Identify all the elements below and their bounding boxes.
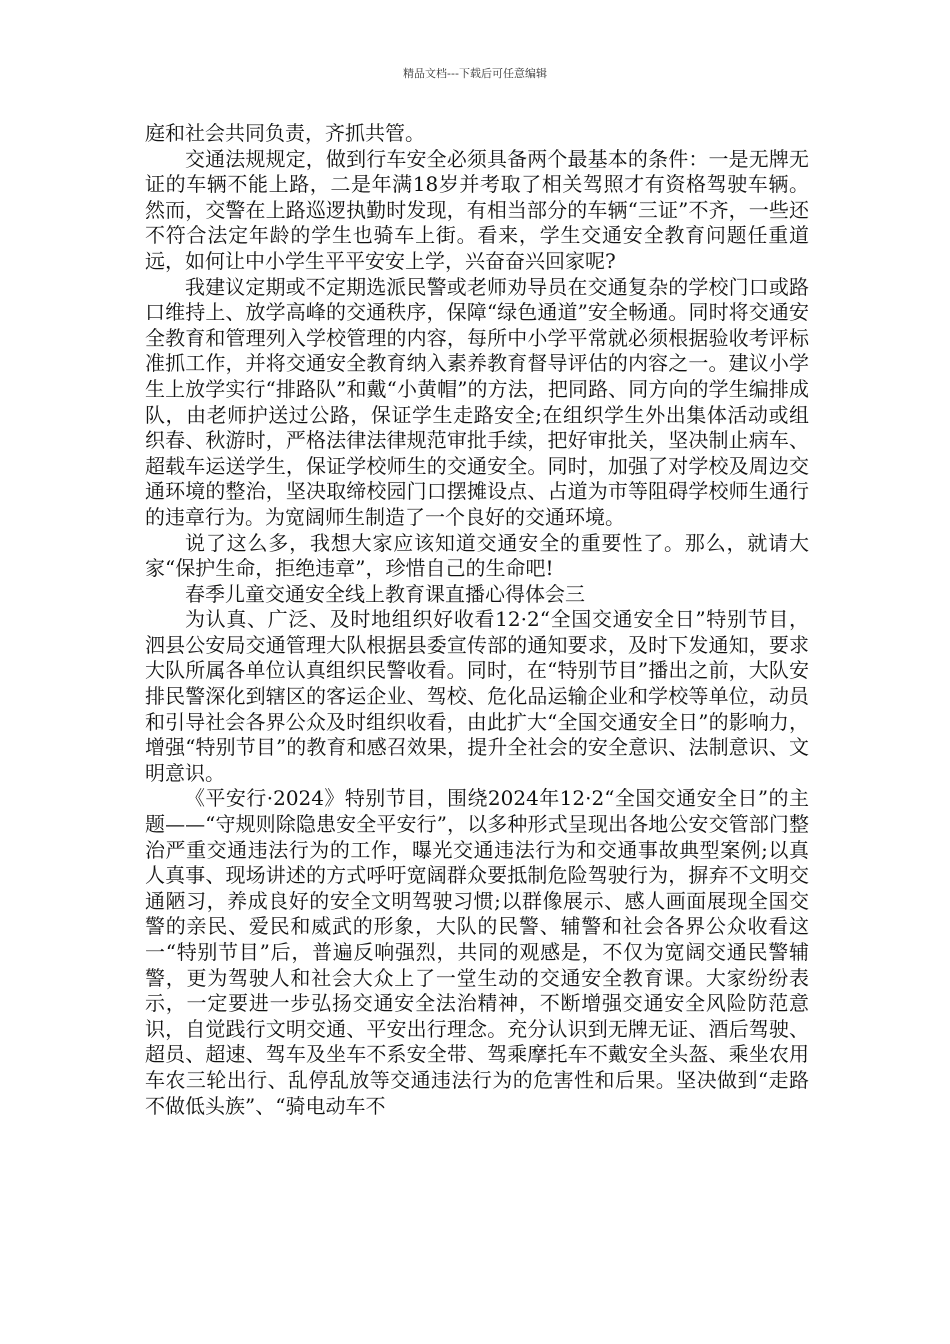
document-body	[145, 121, 809, 1119]
paragraph: 庭和社会共同负责，齐抓共管。	[145, 121, 425, 145]
paragraph: 交通法规规定，做到行车安全必须具备两个最基本的条件：一是无牌无证的车辆不能上路，二是年满18岁并考取了相关驾照才有资格驾驶车辆。然而，交警在上路巡逻执勤时发现，有相当部分的车辆“三证”不齐，一些还不符合法定年龄的学生也骑车上街。看来，学生交通安全教育问题任重道远，如何让中小学生平平安安上学，兴奋奋兴回家呢?	[145, 146, 809, 273]
paragraph: 《平安行·2024》特别节目，围绕2024年12·2“全国交通安全日”的主题——“守规则除隐患安全平安行”，以多种形式呈现出各地公安交管部门整治严重交通违法行为的工作，曝光交通违法行为和交通事故典型案例;以真人真事、现场讲述的方式呼吁宽阔群众要抵制危险驾驶行为，摒弃不文明交通陋习，养成良好的安全文明驾驶习惯;以群像展示、感人画面展现全国交警的亲民、爱民和威武的形象，大队的民警、辅警和社会各界公众收看这一“特别节目”后，普遍反响强烈，共同的观感是，不仅为宽阔交通民警辅警，更为驾驶人和社会大众上了一堂生动的交通安全教育课。大家纷纷表示，一定要进一步弘扬交通安全法治精神，不断增强交通安全风险防范意识，自觉践行文明交通、平安出行理念。充分认识到无牌无证、酒后驾驶、超员、超速、驾车及坐车不系安全带、驾乘摩托车不戴安全头盔、乘坐农用车农三轮出行、乱停乱放等交通违法行为的危害性和后果。坚决做到“走路不做低头族”、“骑电动车不	[145, 786, 809, 1118]
section-heading: 春季儿童交通安全线上教育课直播心得体会三	[185, 581, 585, 606]
paragraph: 我建议定期或不定期选派民警或老师劝导员在交通复杂的学校门口或路口维持上、放学高峰的交通秩序，保障“绿色通道”安全畅通。同时将交通安全教育和管理列入学校管理的内容，每所中小学平常就必须根据验收考评标准抓工作，并将交通安全教育纳入素养教育督导评估的内容之一。建议小学生上放学实行“排路队”和戴“小黄帽”的方法，把同路、同方向的学生编排成队，由老师护送过公路，保证学生走路安全;在组织学生外出集体活动或组织春、秋游时，严格法律法律规范审批手续，把好审批关，坚决制止病车、超载车运送学生，保证学校师生的交通安全。同时，加强了对学校及周边交通环境的整治，坚决取缔校园门口摆摊设点、占道为市等阻碍学校师生通行的违章行为。为宽阔师生制造了一个良好的交通环境。	[145, 274, 809, 529]
paragraph: 为认真、广泛、及时地组织好收看12·2“全国交通安全日”特别节目，泗县公安局交通管理大队根据县委宣传部的通知要求，及时下发通知，要求大队所属各单位认真组织民警收看。同时，在“特别节目”播出之前，大队安排民警深化到辖区的客运企业、驾校、危化品运输企业和学校等单位，动员和引导社会各界公众及时组织收看，由此扩大“全国交通安全日”的影响力，增强“特别节目”的教育和感召效果，提升全社会的安全意识、法制意识、文明意识。	[145, 607, 809, 785]
paragraph: 说了这么多，我想大家应该知道交通安全的重要性了。那么，就请大家“保护生命，拒绝违章”，珍惜自己的生命吧!	[145, 530, 809, 581]
page-header: 精品文档---下载后可任意编辑	[403, 67, 547, 80]
